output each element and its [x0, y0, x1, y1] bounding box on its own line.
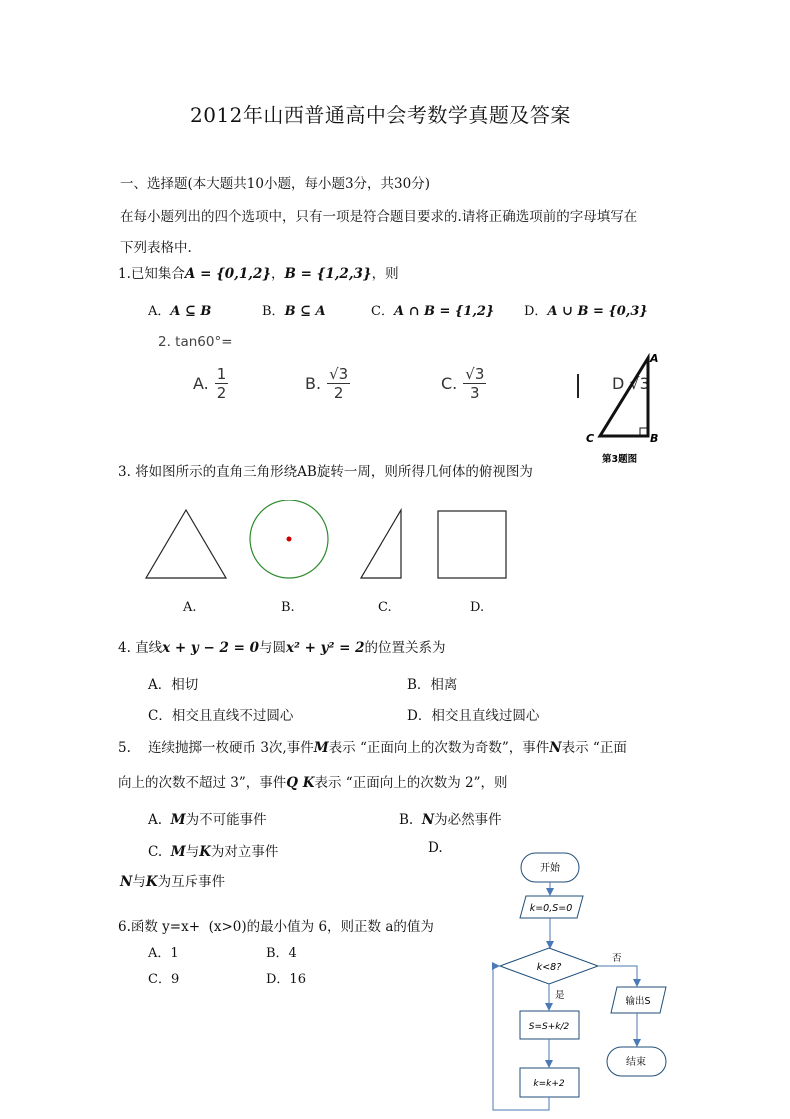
- q6-option-b: B．4: [266, 946, 297, 961]
- q2-option-a: A. $\frac{1}{2}$: [193, 365, 227, 402]
- q1-sep: ，: [271, 266, 285, 282]
- q4-option-c: C．相交且直线不过圆心: [148, 708, 294, 724]
- q1-option-c: C．A ∩ B = {1,2}: [371, 304, 495, 319]
- q1-set-a: A = {0,1,2}: [184, 266, 272, 282]
- q3-figure-c-right-triangle: [361, 510, 401, 578]
- q4-option-b: B．相离: [407, 677, 458, 693]
- q3-figure-d-square: [438, 511, 506, 578]
- flowchart: [480, 840, 690, 1119]
- fig3-label-c: C: [586, 432, 595, 445]
- fig3-triangle: [580, 350, 680, 470]
- q3-figures: [140, 500, 540, 590]
- section-heading: 一、选择题(本大题共10小题，每小题3分，共30分): [120, 176, 430, 192]
- q5-stem-line2: 向上的次数不超过 3”，事件Q K表示 “正面向上的次数为 2”，则: [118, 775, 508, 791]
- flow-start-label: 开始: [540, 863, 560, 874]
- section-instructions-line1: 在每小题列出的四个选项中，只有一项是符合题目要求的.请将正确选项前的字母填写在: [120, 209, 638, 225]
- q4-option-d: D．相交且直线过圆心: [407, 708, 540, 724]
- flow-end-label: 结束: [626, 1057, 646, 1068]
- q5-stem-line1: 5. 连续抛掷一枚硬币 3次,事件M表示 “正面向上的次数为奇数”，事件N表示 “正面: [118, 740, 627, 756]
- q5-option-a: A. M为不可能事件: [148, 812, 267, 828]
- q4-option-a: A．相切: [148, 677, 199, 693]
- q1-set-b: B = {1,2,3}: [284, 266, 372, 282]
- q6-option-c: C．9: [148, 972, 180, 987]
- q4-line-eq: x + y − 2 = 0: [162, 640, 259, 656]
- fig3-label-b: B: [650, 432, 659, 445]
- q1-option-a: A．A ⊆ B: [148, 304, 212, 319]
- q6-stem: 6.函数 y=x+ (x>0)的最小值为 6，则正数 a的值为: [118, 919, 434, 935]
- flow-output-label: 输出S: [625, 996, 651, 1007]
- q3-label-c: C.: [378, 600, 392, 615]
- q6-option-a: A．1: [148, 946, 179, 961]
- flow-yes-label: 是: [555, 990, 565, 1001]
- q6-option-d: D．16: [266, 972, 306, 987]
- q3-figure-b-center: [287, 537, 292, 542]
- q3-label-a: A.: [183, 600, 197, 615]
- q2-option-c: C. $\frac{√3}{3}$: [441, 365, 485, 402]
- q5-option-d-label: D.: [428, 840, 443, 856]
- q2-stem: 2. tan60°=: [158, 334, 233, 350]
- q1-option-b: B．B ⊆ A: [262, 304, 326, 319]
- q1-stem-prefix: 1.已知集合: [118, 266, 185, 282]
- q3-label-b: B.: [281, 600, 295, 615]
- q1-stem-suffix: ，则: [371, 266, 399, 282]
- q4-stem: 4. 直线x + y − 2 = 0与圆x² + y² = 2的位置关系为: [118, 640, 446, 656]
- page-title: 2012年山西普通高中会考数学真题及答案: [190, 103, 571, 127]
- q3-label-d: D.: [470, 600, 485, 615]
- q1-stem: [118, 262, 399, 282]
- q3-stem: 3. 将如图所示的直角三角形绕AB旋转一周，则所得几何体的俯视图为: [118, 464, 533, 480]
- flow-no-label: 否: [612, 953, 622, 964]
- q5-option-d: N与K为互斥事件: [120, 874, 226, 890]
- flow-step1-label: S=S+k/2: [528, 1022, 570, 1032]
- q3-figure-a-triangle: [146, 510, 226, 578]
- flow-init-label: k=0,S=0: [529, 903, 573, 914]
- q4-circle-eq: x² + y² = 2: [286, 640, 365, 656]
- section-instructions-line2: 下列表格中.: [120, 240, 192, 256]
- q5-option-b: B. N为必然事件: [399, 812, 502, 828]
- fig3-label-a: A: [650, 352, 659, 365]
- fig3-caption: 第3题图: [602, 454, 638, 465]
- q1-option-d: D．A ∪ B = {0,3}: [524, 304, 648, 319]
- cursor-bar: [577, 374, 579, 398]
- flow-step2-label: k=k+2: [533, 1079, 565, 1089]
- q5-option-c: C. M与K为对立事件: [148, 844, 279, 860]
- q2-option-d: D √3: [612, 374, 650, 393]
- flow-cond-label: k<8?: [536, 962, 562, 973]
- q2-option-b: B. $\frac{√3}{2}$: [305, 365, 349, 402]
